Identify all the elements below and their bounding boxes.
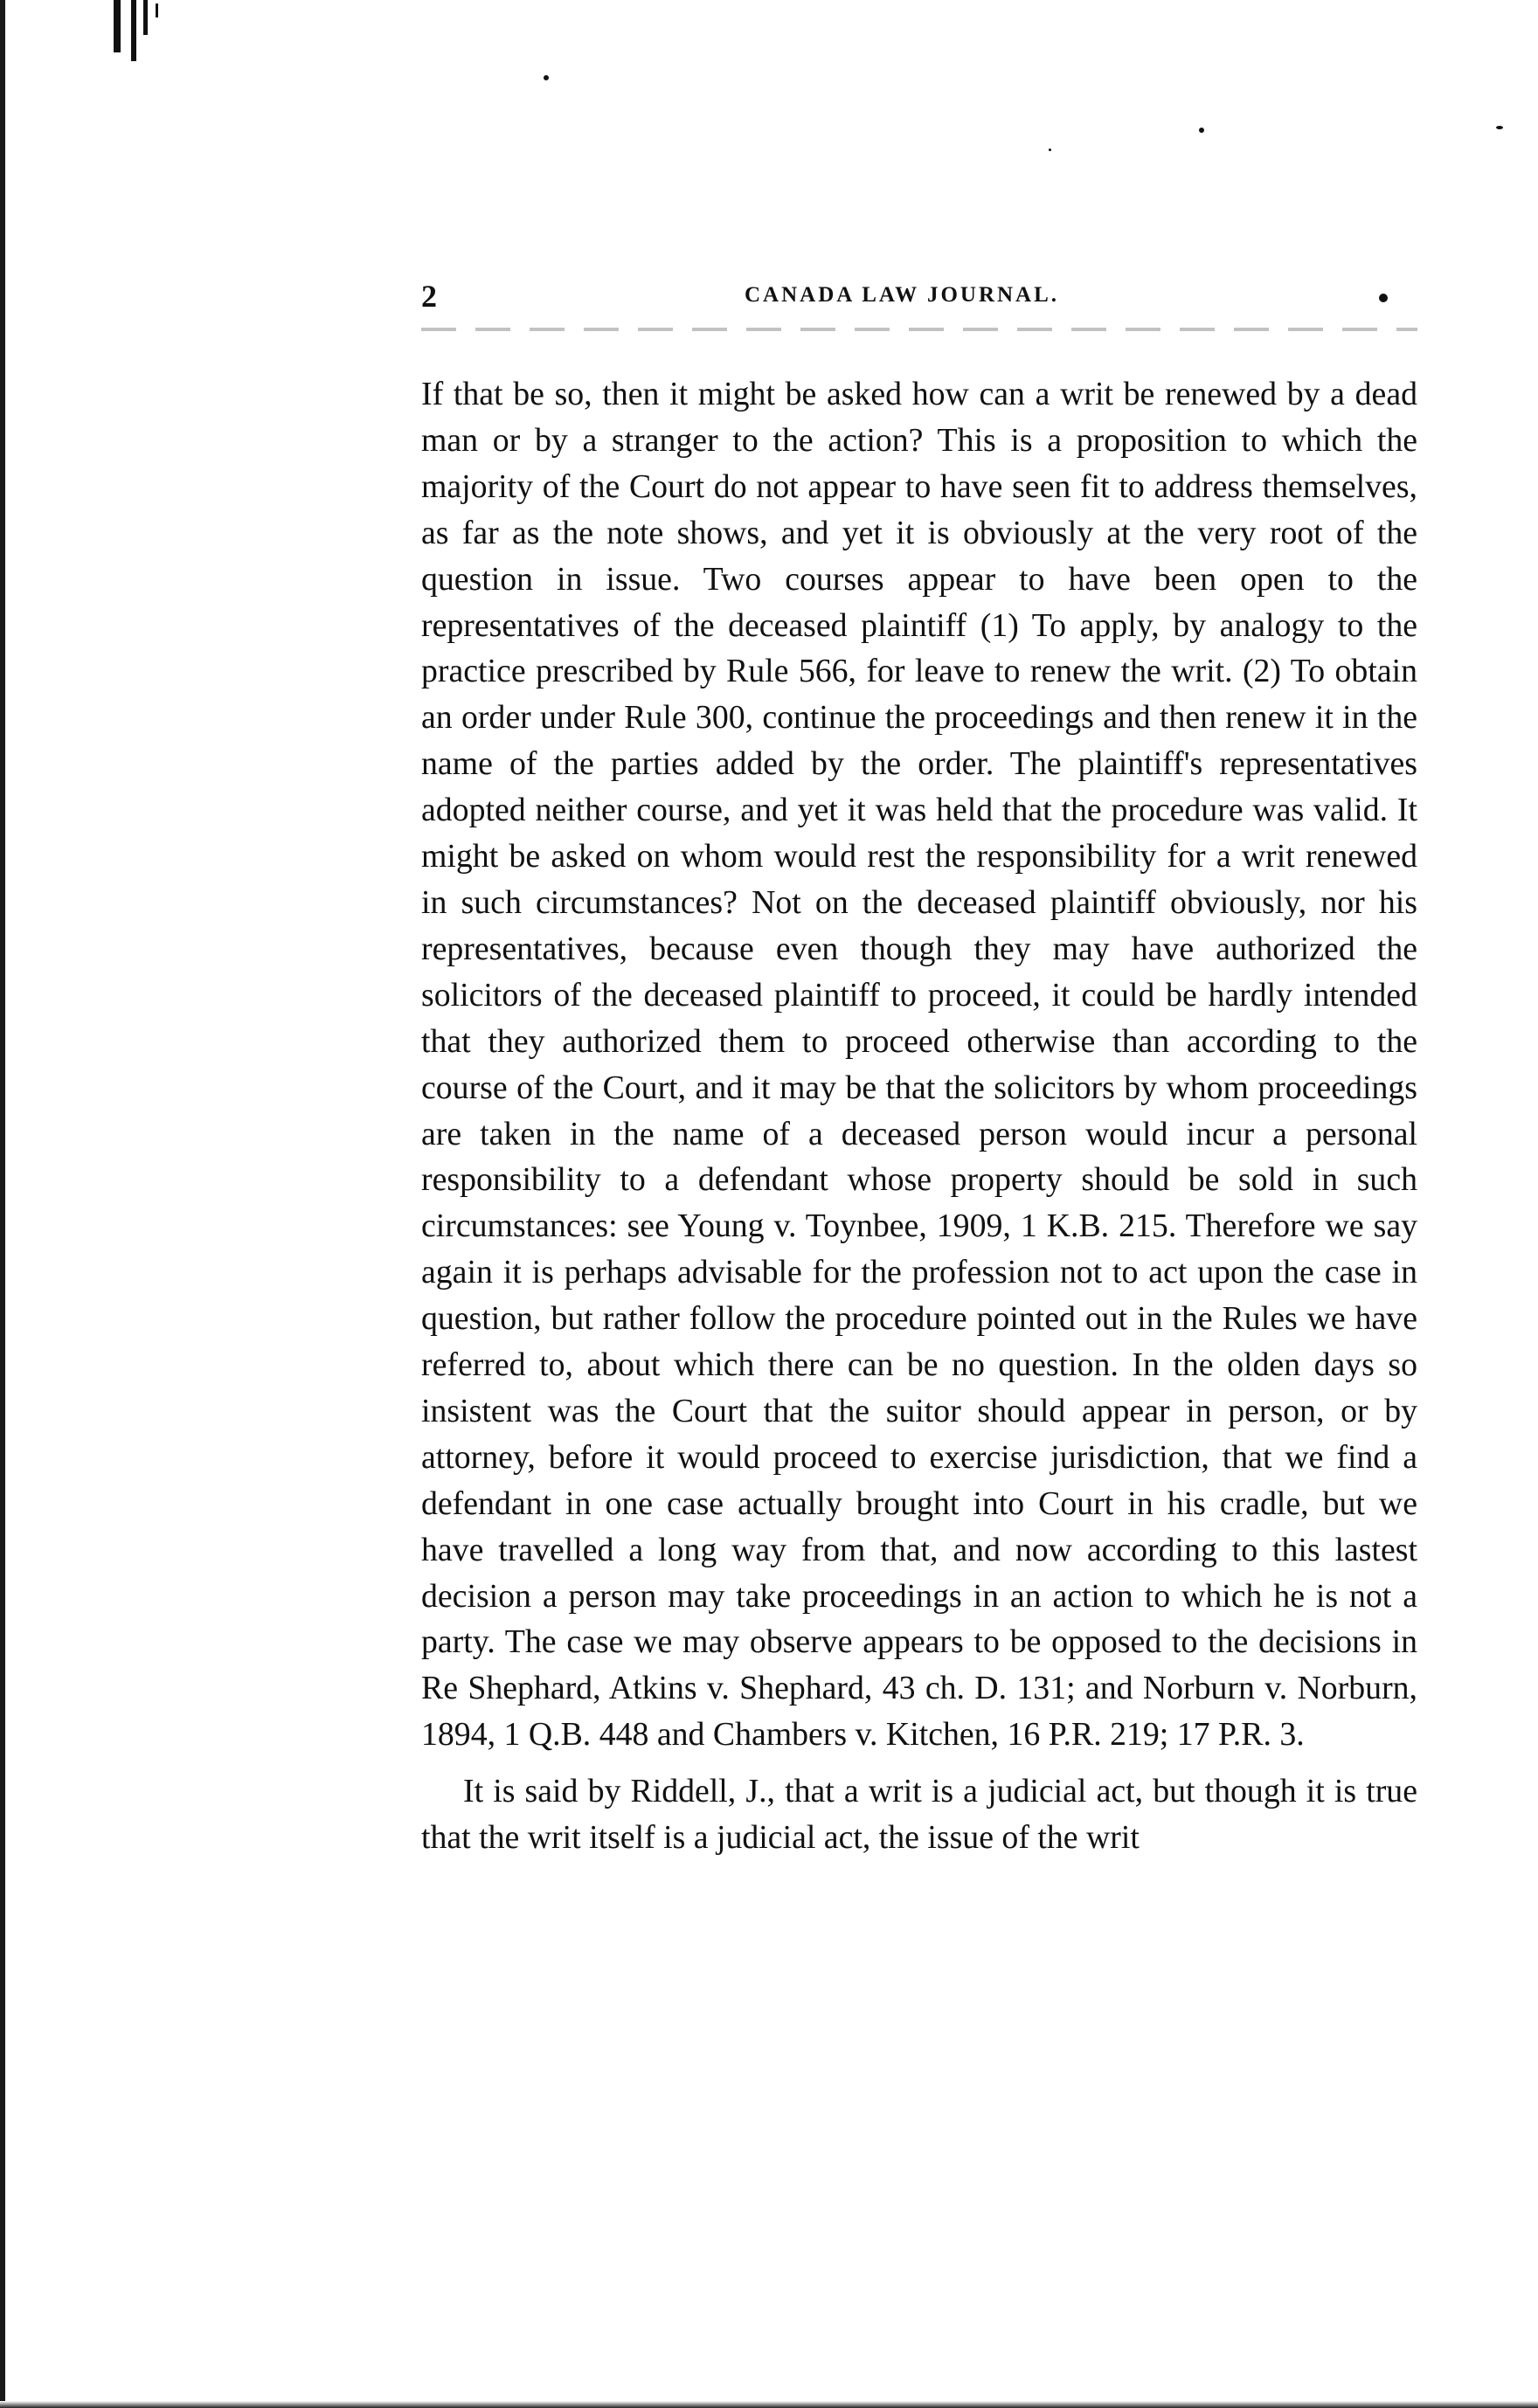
- scan-speck: [1496, 126, 1503, 129]
- page-header: [421, 278, 1417, 330]
- scan-speck: [1049, 149, 1051, 151]
- header-dot: [1379, 294, 1388, 302]
- paragraph: It is said by Riddell, J., that a writ is a judicial act, but though it is true that the writ itself is a judicial act, the issue of the writ: [421, 1773, 1417, 1857]
- binding-mark: [105, 0, 184, 61]
- scan-border-left: [0, 0, 5, 2408]
- running-title: CANADA LAW JOURNAL.: [745, 283, 1060, 307]
- article-body: [421, 371, 1417, 1861]
- scan-speck: [544, 75, 549, 80]
- page-number: 2: [421, 279, 437, 314]
- scan-border-bottom: [0, 2401, 1538, 2408]
- scan-speck: [1199, 128, 1204, 133]
- header-rule: [421, 328, 1417, 331]
- paragraph: If that be so, then it might be asked how can a writ be renewed by a dead man or by a stranger to the action? This is a proposition to which the majority of the Court do not appear to have seen fit to address themselves, as far as the note shows, and yet it is obviously at the very root of the question in issue. Two courses appear to have been open to the representatives of the deceased plaintiff (1) To apply, by analogy to the practice prescribed by Rule 566, for leave to renew the writ. (2) To obtain an order under Rule 300, continue the proceedings and then renew it in the name of the parties added by the order. The plaintiff's representatives adopted neither course, and yet it was held that the procedure was valid. It might be asked on whom would rest the responsibility for a writ renewed in such circumstances? Not on the deceased plaintiff obviously, nor his representatives, because even though they may have authorized the solicitors of the deceased plaintiff to proceed, it could be hardly intended that they authorized them to proceed otherwise than according to the course of the Court, and it may be that the solicitors by whom proceedings are taken in the name of a deceased person would incur a personal responsibility to a defendant whose property should be sold in such circumstances: see Young v. Toynbee, 1909, 1 K.B. 215. Therefore we say again it is perhaps advisable for the profession not to act upon the case in question, but rather follow the procedure pointed out in the Rules we have referred to, about which there can be no question. In the olden days so insistent was the Court that the suitor should appear in person, or by attorney, before it would proceed to exercise jurisdiction, that we find a defendant in one case actually brought into Court in his cradle, but we have travelled a long way from that, and now according to this lastest decision a person may take proceedings in an action to which he is not a party. The case we may observe appears to be opposed to the decisions in Re Shephard, Atkins v. Shephard, 43 ch. D. 131; and Norburn v. Norburn, 1894, 1 Q.B. 448 and Chambers v. Kitchen, 16 P.R. 219; 17 P.R. 3.: [421, 376, 1417, 1754]
